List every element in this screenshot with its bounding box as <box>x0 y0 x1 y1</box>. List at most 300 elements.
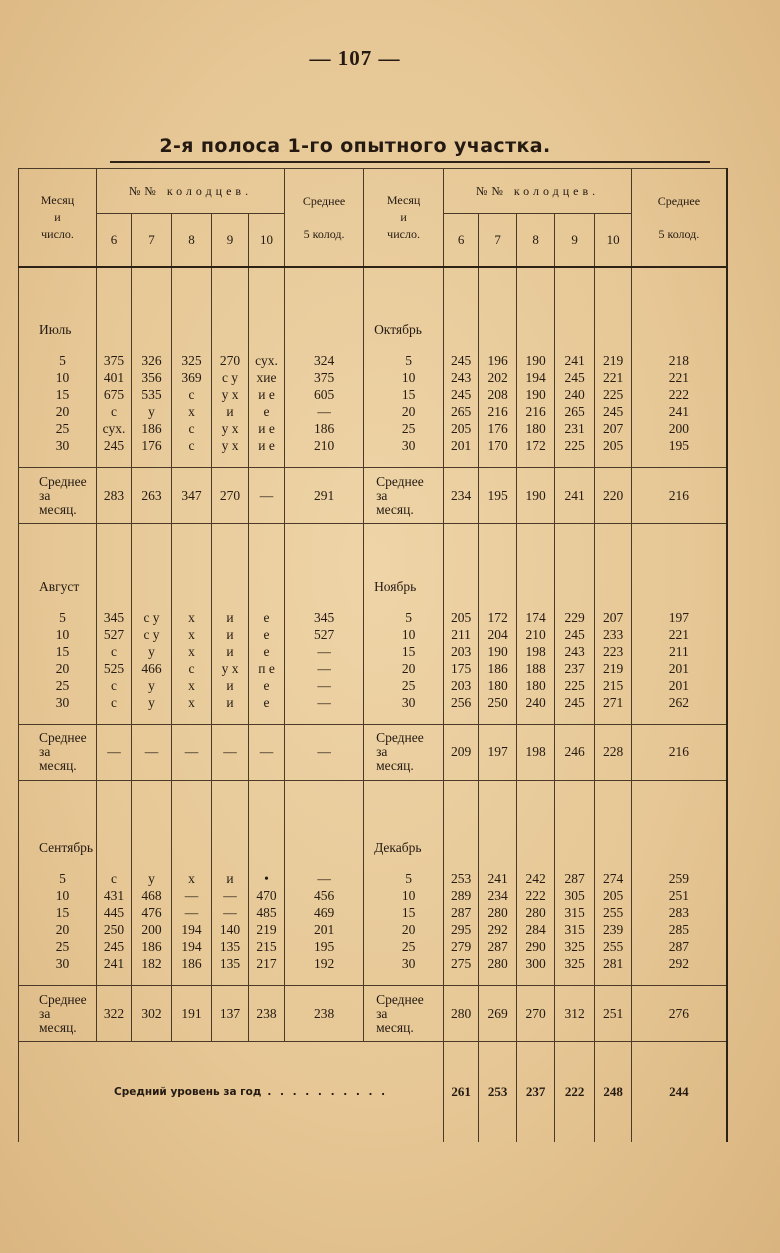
day-number: 10 <box>19 626 97 643</box>
well-7-level: 476 <box>132 904 172 921</box>
empty-cell <box>172 711 212 725</box>
well-10-level: п е <box>249 660 285 677</box>
well-8-level: 242 <box>517 870 555 887</box>
well-6-level: 345 <box>97 609 132 626</box>
well-8-monthly-average: 190 <box>517 468 555 524</box>
well-9-monthly-average: 312 <box>555 986 595 1042</box>
monthly-average-label-line: месяц. <box>39 501 77 517</box>
well-8-level: 210 <box>517 626 555 643</box>
empty-cell <box>555 267 595 352</box>
five-well-average: 605 <box>285 386 364 403</box>
well-9-level: 265 <box>555 403 595 420</box>
well-7-monthly-average: 263 <box>132 468 172 524</box>
well-8-level: 190 <box>517 352 555 369</box>
well-6-level: 245 <box>444 352 479 369</box>
well-6-yearly-average: 261 <box>444 1042 479 1143</box>
well-10-level: • <box>249 870 285 887</box>
month-day-header-line: и <box>400 210 407 224</box>
empty-cell <box>632 972 727 986</box>
empty-cell <box>632 711 727 725</box>
empty-cell <box>517 972 555 986</box>
well-10-level: 219 <box>249 921 285 938</box>
monthly-average-row <box>19 468 727 524</box>
five-well-average: 345 <box>285 609 364 626</box>
empty-cell <box>479 780 517 870</box>
well-9-level: 240 <box>555 386 595 403</box>
well-8-level: 290 <box>517 938 555 955</box>
month-name: Декабрь <box>364 780 444 870</box>
day-number: 30 <box>364 437 444 454</box>
monthly-average-label <box>19 986 97 1042</box>
well-6-level: 431 <box>97 887 132 904</box>
monthly-average-label-line: за <box>376 1005 388 1021</box>
well-8-yearly-average: 237 <box>517 1042 555 1143</box>
well-8-level: 369 <box>172 369 212 386</box>
well-6-level: 287 <box>444 904 479 921</box>
month-name: Ноябрь <box>364 524 444 609</box>
five-well-average: 218 <box>632 352 727 369</box>
month-day-header <box>19 169 97 268</box>
well-6-level: 211 <box>444 626 479 643</box>
well-8-level: с <box>172 660 212 677</box>
five-well-average: 285 <box>632 921 727 938</box>
empty-cell <box>444 524 479 609</box>
block-padding-row <box>19 711 727 725</box>
five-well-average: 292 <box>632 955 727 972</box>
well-7-level: 202 <box>479 369 517 386</box>
well-7-level: 280 <box>479 904 517 921</box>
empty-cell <box>97 780 132 870</box>
five-well-monthly-average: 216 <box>632 468 727 524</box>
empty-cell <box>632 780 727 870</box>
month-title-row <box>19 267 727 352</box>
well-9-level: у х <box>212 437 249 454</box>
average-header-line: 5 колод. <box>303 226 345 241</box>
well-6-level: 203 <box>444 643 479 660</box>
well-10-monthly-average: 251 <box>595 986 632 1042</box>
well-7-level: 292 <box>479 921 517 938</box>
five-well-average: — <box>285 403 364 420</box>
well-10-level: 219 <box>595 352 632 369</box>
average-header <box>285 169 364 268</box>
well-8-monthly-average: 347 <box>172 468 212 524</box>
monthly-average-label-line: за <box>376 487 388 503</box>
well-6-level: 279 <box>444 938 479 955</box>
average-header-line: 5 колод. <box>658 226 700 241</box>
monthly-average-label-line: за <box>39 744 51 759</box>
well-6-monthly-average: 234 <box>444 468 479 524</box>
well-10-level: 271 <box>595 694 632 711</box>
five-well-average: 241 <box>632 403 727 420</box>
well-10-level: 245 <box>595 403 632 420</box>
monthly-average-label-line: месяц. <box>376 501 414 517</box>
well-8-level: 186 <box>172 955 212 972</box>
five-well-average: 283 <box>632 904 727 921</box>
empty-cell <box>444 972 479 986</box>
well-9-monthly-average: 246 <box>555 724 595 780</box>
well-8-level: х <box>172 643 212 660</box>
day-number: 15 <box>364 386 444 403</box>
day-row <box>19 904 727 921</box>
well-7-level: 356 <box>132 369 172 386</box>
day-number: 5 <box>19 352 97 369</box>
well-10-level: 207 <box>595 420 632 437</box>
empty-cell <box>132 267 172 352</box>
day-number: 20 <box>364 921 444 938</box>
average-header-line: Среднее <box>657 193 701 208</box>
day-number: 15 <box>19 904 97 921</box>
day-row <box>19 609 727 626</box>
well-7-level: 241 <box>479 870 517 887</box>
well-10-level: 281 <box>595 955 632 972</box>
well-9-level: 305 <box>555 887 595 904</box>
five-well-monthly-average: 291 <box>285 468 364 524</box>
day-number: 15 <box>19 386 97 403</box>
well-7-level: с у <box>132 626 172 643</box>
well-10-monthly-average: — <box>249 724 285 780</box>
five-well-average: 221 <box>632 626 727 643</box>
well-10-monthly-average: 228 <box>595 724 632 780</box>
well-9-level: 140 <box>212 921 249 938</box>
empty-cell <box>555 711 595 725</box>
day-number: 30 <box>19 955 97 972</box>
monthly-average-label <box>364 468 444 524</box>
well-6-monthly-average: 283 <box>97 468 132 524</box>
well-10-yearly-average: 248 <box>595 1042 632 1143</box>
five-well-average: 262 <box>632 694 727 711</box>
day-number: 15 <box>19 643 97 660</box>
month-day-header-line: Месяц <box>40 193 75 207</box>
well-number-header: 9 <box>555 214 595 268</box>
well-10-level: 205 <box>595 887 632 904</box>
well-8-level: 284 <box>517 921 555 938</box>
day-row <box>19 352 727 369</box>
empty-cell <box>249 711 285 725</box>
table-header <box>19 169 727 268</box>
well-8-level: 216 <box>517 403 555 420</box>
empty-cell <box>632 454 727 468</box>
five-well-monthly-average: 276 <box>632 986 727 1042</box>
well-9-level: 225 <box>555 437 595 454</box>
well-6-monthly-average: 322 <box>97 986 132 1042</box>
well-7-monthly-average: 302 <box>132 986 172 1042</box>
five-well-average: 259 <box>632 870 727 887</box>
empty-cell <box>595 972 632 986</box>
well-7-level: у <box>132 677 172 694</box>
well-8-level: с <box>172 437 212 454</box>
five-well-average: 210 <box>285 437 364 454</box>
empty-cell <box>517 454 555 468</box>
day-number: 20 <box>19 921 97 938</box>
empty-cell <box>595 780 632 870</box>
empty-cell <box>595 454 632 468</box>
well-8-level: 194 <box>517 369 555 386</box>
day-row <box>19 870 727 887</box>
day-row <box>19 643 727 660</box>
empty-cell <box>172 454 212 468</box>
well-9-level: у х <box>212 386 249 403</box>
well-8-level: х <box>172 609 212 626</box>
well-9-level: 243 <box>555 643 595 660</box>
well-10-level: 215 <box>595 677 632 694</box>
well-9-level: 325 <box>555 938 595 955</box>
day-row <box>19 369 727 386</box>
monthly-average-label <box>364 724 444 780</box>
well-6-monthly-average: — <box>97 724 132 780</box>
empty-cell <box>249 524 285 609</box>
well-10-level: 217 <box>249 955 285 972</box>
five-well-average: 222 <box>632 386 727 403</box>
five-well-average: — <box>285 660 364 677</box>
well-7-level: у <box>132 870 172 887</box>
five-well-average: 201 <box>285 921 364 938</box>
day-row <box>19 437 727 454</box>
well-7-monthly-average: — <box>132 724 172 780</box>
well-9-level: 225 <box>555 677 595 694</box>
empty-cell <box>212 267 249 352</box>
well-7-level: 287 <box>479 938 517 955</box>
empty-cell <box>172 780 212 870</box>
monthly-average-label-line: Среднее <box>39 991 87 1007</box>
well-10-level: и е <box>249 420 285 437</box>
empty-cell <box>555 454 595 468</box>
empty-cell <box>479 524 517 609</box>
five-well-average: 287 <box>632 938 727 955</box>
empty-cell <box>212 711 249 725</box>
well-9-level: 241 <box>555 352 595 369</box>
day-row <box>19 420 727 437</box>
well-8-monthly-average: 198 <box>517 724 555 780</box>
well-10-monthly-average: 238 <box>249 986 285 1042</box>
empty-cell <box>517 780 555 870</box>
monthly-average-label-line: за <box>376 744 388 759</box>
monthly-average-label-line: Среднее <box>376 991 424 1007</box>
well-9-level: — <box>212 887 249 904</box>
well-6-level: 265 <box>444 403 479 420</box>
well-6-level: 256 <box>444 694 479 711</box>
five-well-average: 221 <box>632 369 727 386</box>
well-7-level: 180 <box>479 677 517 694</box>
day-number: 10 <box>364 887 444 904</box>
monthly-average-label-line: месяц. <box>376 758 414 773</box>
month-day-header <box>364 169 444 268</box>
well-8-level: 194 <box>172 921 212 938</box>
well-9-monthly-average: 241 <box>555 468 595 524</box>
empty-cell <box>517 524 555 609</box>
month-day-header-line: и <box>54 210 61 224</box>
well-10-level: 207 <box>595 609 632 626</box>
well-6-level: 253 <box>444 870 479 887</box>
well-6-level: с <box>97 677 132 694</box>
empty-cell <box>285 780 364 870</box>
well-6-level: 201 <box>444 437 479 454</box>
monthly-average-label <box>19 724 97 780</box>
well-10-level: е <box>249 403 285 420</box>
page-number: — 107 — <box>309 46 401 70</box>
day-number: 15 <box>364 904 444 921</box>
empty-cell <box>632 524 727 609</box>
well-7-level: 234 <box>479 887 517 904</box>
table-title: 2-я полоса 1-го опытного участка. <box>159 135 551 157</box>
well-number-header: 8 <box>172 214 212 268</box>
day-number: 5 <box>364 352 444 369</box>
well-6-level: 245 <box>97 437 132 454</box>
empty-cell <box>249 972 285 986</box>
well-10-level: 219 <box>595 660 632 677</box>
well-6-level: 275 <box>444 955 479 972</box>
well-9-level: и <box>212 643 249 660</box>
five-well-average: 469 <box>285 904 364 921</box>
empty-cell <box>632 267 727 352</box>
well-10-level: 233 <box>595 626 632 643</box>
well-10-monthly-average: 220 <box>595 468 632 524</box>
well-7-level: 186 <box>479 660 517 677</box>
day-number: 25 <box>364 677 444 694</box>
well-6-level: 205 <box>444 609 479 626</box>
day-number: 20 <box>364 660 444 677</box>
well-8-level: 180 <box>517 420 555 437</box>
well-7-level: 186 <box>132 938 172 955</box>
empty-cell <box>212 524 249 609</box>
empty-cell <box>19 711 97 725</box>
day-row <box>19 403 727 420</box>
empty-cell <box>132 972 172 986</box>
day-row <box>19 921 727 938</box>
five-well-average: 375 <box>285 369 364 386</box>
well-7-monthly-average: 269 <box>479 986 517 1042</box>
month-name: Октябрь <box>364 267 444 352</box>
well-10-level: 485 <box>249 904 285 921</box>
well-8-level: 188 <box>517 660 555 677</box>
day-row <box>19 887 727 904</box>
well-number-header: 7 <box>132 214 172 268</box>
empty-cell <box>132 711 172 725</box>
empty-cell <box>479 972 517 986</box>
empty-cell <box>172 972 212 986</box>
well-7-level: 216 <box>479 403 517 420</box>
well-6-level: с <box>97 403 132 420</box>
well-8-level: 174 <box>517 609 555 626</box>
five-well-average: 456 <box>285 887 364 904</box>
well-7-level: 200 <box>132 921 172 938</box>
well-9-level: 245 <box>555 369 595 386</box>
day-row <box>19 938 727 955</box>
well-8-level: х <box>172 677 212 694</box>
empty-cell <box>249 267 285 352</box>
well-6-level: 289 <box>444 887 479 904</box>
well-9-level: 287 <box>555 870 595 887</box>
day-row <box>19 694 727 711</box>
well-10-level: е <box>249 609 285 626</box>
well-8-level: 240 <box>517 694 555 711</box>
empty-cell <box>19 454 97 468</box>
well-6-level: 401 <box>97 369 132 386</box>
five-well-average: 186 <box>285 420 364 437</box>
well-9-level: 245 <box>555 626 595 643</box>
well-9-level: и <box>212 609 249 626</box>
monthly-average-label-line: месяц. <box>39 758 77 773</box>
day-number: 25 <box>19 420 97 437</box>
well-6-level: 375 <box>97 352 132 369</box>
well-number-header: 6 <box>97 214 132 268</box>
five-well-monthly-average: — <box>285 724 364 780</box>
empty-cell <box>364 711 444 725</box>
well-10-monthly-average: — <box>249 468 285 524</box>
monthly-average-label-line: месяц. <box>376 1019 414 1035</box>
day-number: 20 <box>19 660 97 677</box>
empty-cell <box>285 267 364 352</box>
well-7-level: 280 <box>479 955 517 972</box>
well-9-level: у х <box>212 420 249 437</box>
well-9-level: 231 <box>555 420 595 437</box>
well-10-level: 255 <box>595 904 632 921</box>
five-well-monthly-average: 238 <box>285 986 364 1042</box>
well-7-monthly-average: 197 <box>479 724 517 780</box>
empty-cell <box>479 711 517 725</box>
well-8-level: с <box>172 420 212 437</box>
well-9-level: и <box>212 677 249 694</box>
well-6-level: 243 <box>444 369 479 386</box>
well-7-level: 535 <box>132 386 172 403</box>
well-10-level: е <box>249 677 285 694</box>
well-8-level: 280 <box>517 904 555 921</box>
empty-cell <box>595 711 632 725</box>
well-9-level: 325 <box>555 955 595 972</box>
well-9-level: и <box>212 694 249 711</box>
day-number: 25 <box>364 938 444 955</box>
monthly-average-label-line: Среднее <box>39 730 87 745</box>
empty-cell <box>132 780 172 870</box>
day-number: 5 <box>364 609 444 626</box>
five-well-average: 197 <box>632 609 727 626</box>
monthly-average-label <box>19 468 97 524</box>
empty-cell <box>444 711 479 725</box>
well-7-yearly-average: 253 <box>479 1042 517 1143</box>
well-9-level: у х <box>212 660 249 677</box>
five-well-average: 211 <box>632 643 727 660</box>
well-10-level: е <box>249 694 285 711</box>
yearly-average-label-text: Средний уровень за год <box>114 1086 262 1098</box>
well-7-level: у <box>132 643 172 660</box>
month-name: Июль <box>19 267 97 352</box>
well-6-level: с <box>97 694 132 711</box>
monthly-average-row <box>19 724 727 780</box>
well-7-level: 326 <box>132 352 172 369</box>
well-7-level: 250 <box>479 694 517 711</box>
five-well-average: 201 <box>632 660 727 677</box>
monthly-average-label-line: за <box>39 1005 51 1021</box>
empty-cell <box>285 711 364 725</box>
well-10-level: 470 <box>249 887 285 904</box>
well-7-level: 190 <box>479 643 517 660</box>
well-7-level: 208 <box>479 386 517 403</box>
day-number: 15 <box>364 643 444 660</box>
empty-cell <box>555 524 595 609</box>
yearly-average-label <box>19 1042 444 1143</box>
day-row <box>19 386 727 403</box>
well-8-level: х <box>172 870 212 887</box>
month-day-header-line: число. <box>387 227 420 241</box>
well-8-level: х <box>172 403 212 420</box>
well-8-monthly-average: 270 <box>517 986 555 1042</box>
well-8-level: х <box>172 694 212 711</box>
well-9-level: и <box>212 403 249 420</box>
day-number: 30 <box>19 694 97 711</box>
well-10-level: и е <box>249 437 285 454</box>
well-10-level: и е <box>249 386 285 403</box>
empty-cell <box>97 972 132 986</box>
well-10-level: 215 <box>249 938 285 955</box>
